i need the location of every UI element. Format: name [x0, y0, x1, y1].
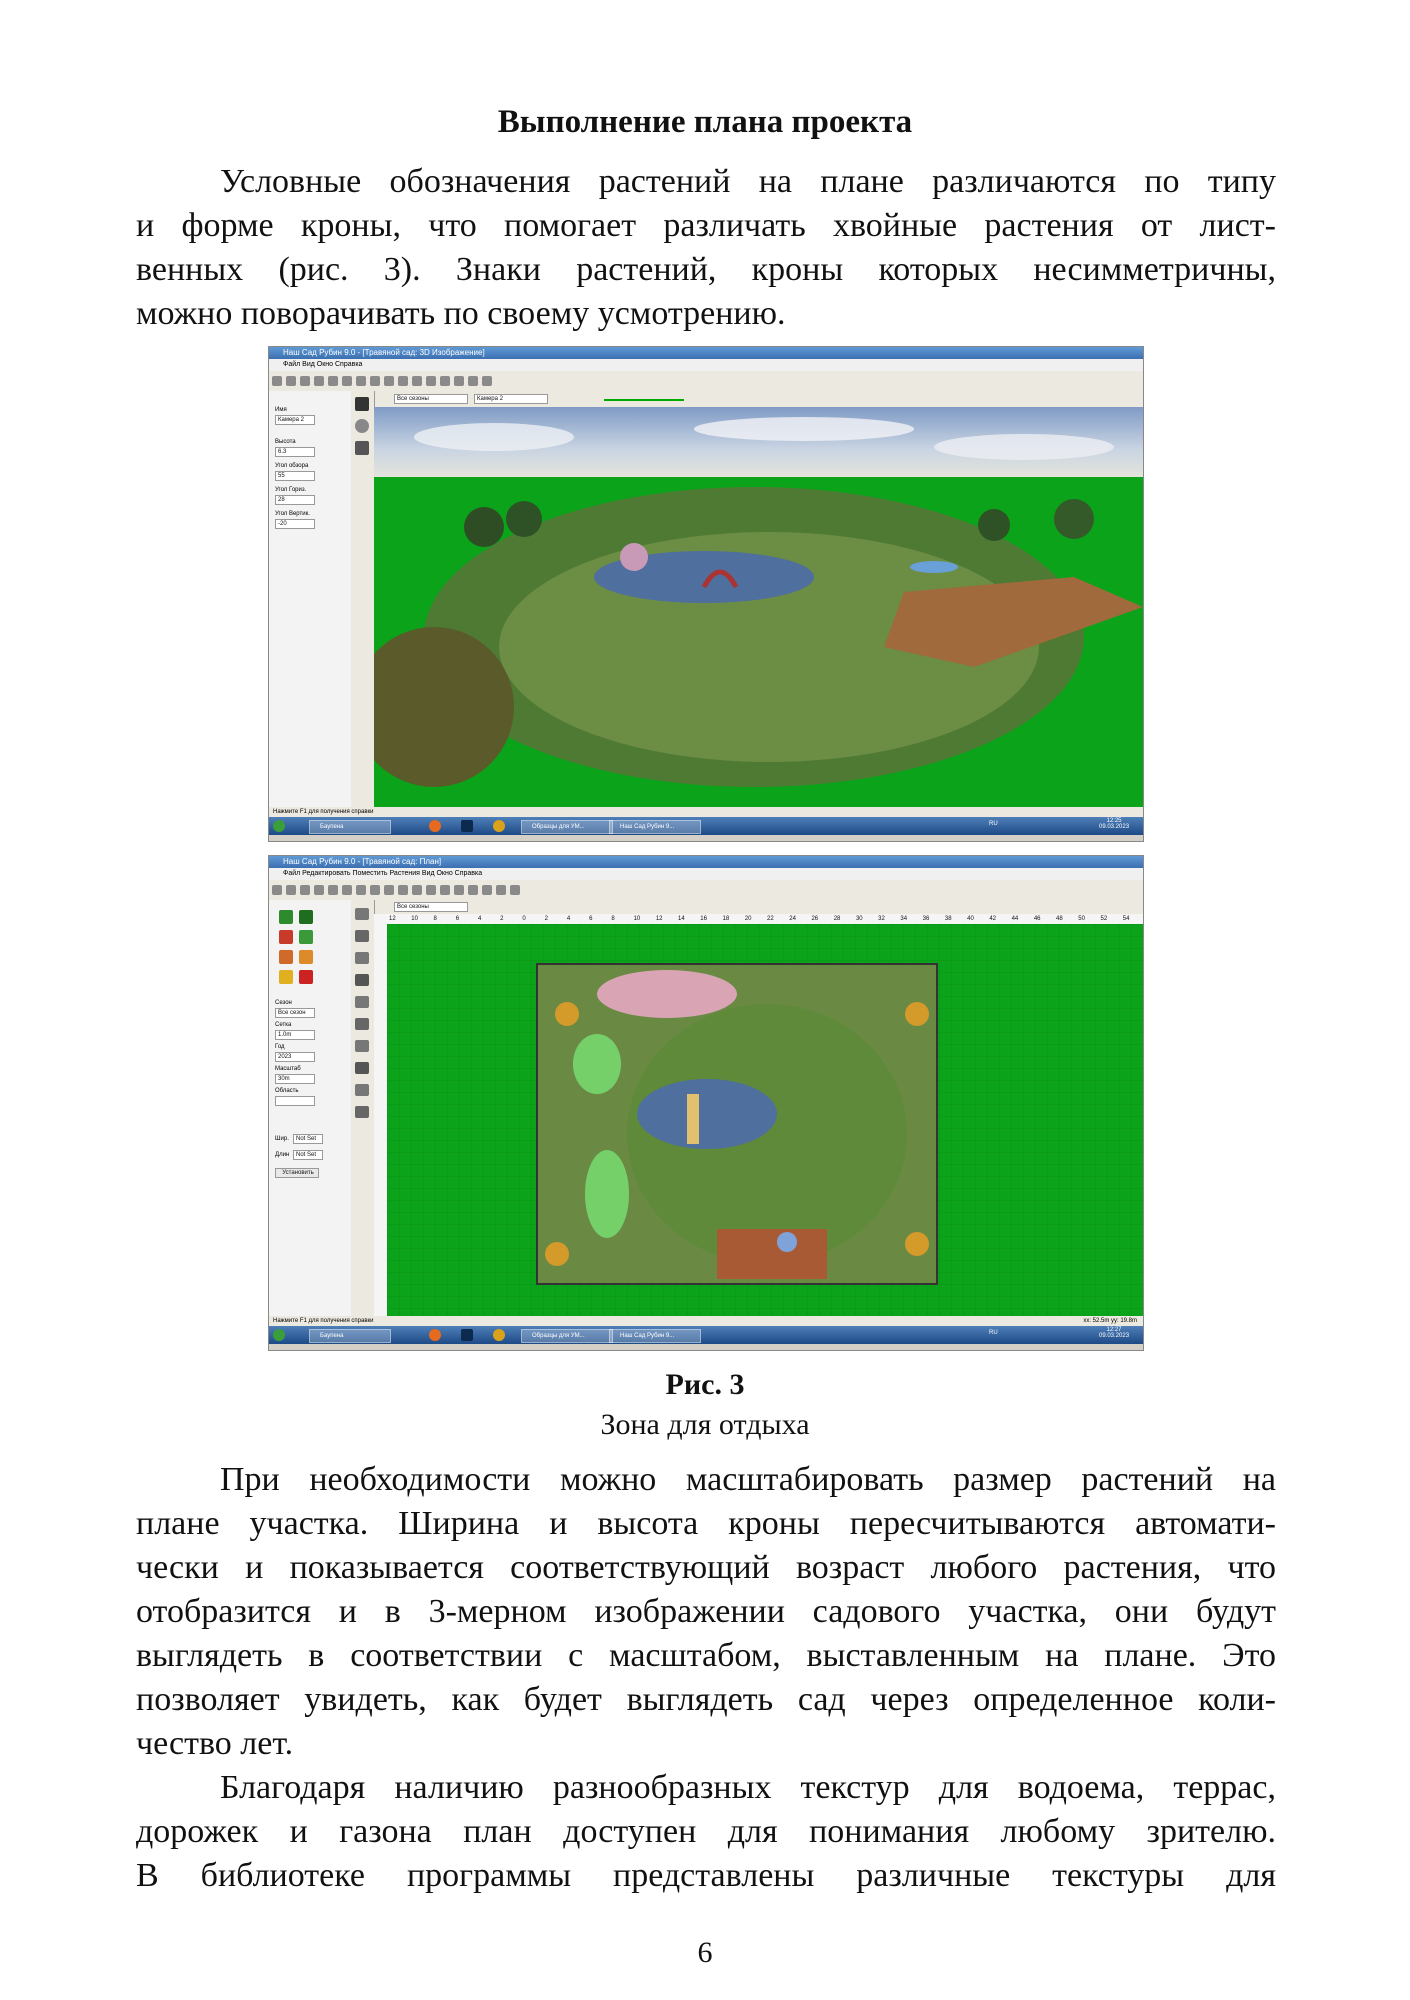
chrome-icon[interactable] — [493, 1329, 505, 1341]
ruler-tick-label: 54 — [1122, 916, 1130, 922]
plan-canvas[interactable] — [387, 924, 1143, 1316]
toolbar — [269, 880, 1143, 901]
ruler-tick-label: 22 — [767, 916, 774, 922]
photoshop-icon[interactable] — [461, 820, 473, 832]
ruler-tick-label: 50 — [1078, 916, 1085, 922]
text-line: В библиотеке программы представлены различные текстуры для — [136, 1857, 1276, 1894]
camera-select[interactable]: Камера 2 — [474, 394, 548, 404]
ruler-tick-label: 20 — [744, 916, 752, 922]
shrub-group — [573, 1034, 621, 1094]
taskbar-item[interactable]: Наш Сад Рубин 9... — [609, 1329, 701, 1343]
tool-icon[interactable] — [355, 1062, 369, 1074]
ruler-tick-label: 4 — [477, 916, 482, 922]
label-year: Год — [275, 1044, 285, 1050]
year-field[interactable]: 2023 — [275, 1052, 315, 1062]
season-select[interactable]: Все сезоны — [394, 902, 468, 912]
menu-bar: Файл Редактировать Поместить Растения Вид Окно Справка — [269, 868, 1143, 880]
text-line: Благодаря наличию разнообразных текстур для водоема, террас, — [220, 1769, 1276, 1806]
tool-icon[interactable] — [355, 441, 369, 455]
ruler-tick-label: 16 — [700, 916, 707, 922]
tree — [1054, 499, 1094, 539]
slider-track[interactable] — [604, 399, 684, 401]
name-field[interactable]: Камера 2 — [275, 415, 315, 425]
taskbar-item[interactable]: Образцы для УМ... — [521, 1329, 613, 1343]
gear-icon[interactable] — [355, 419, 369, 433]
taskbar-item[interactable]: Баупена — [309, 1329, 391, 1343]
section-heading: Выполнение плана проекта — [497, 104, 913, 140]
ruler-tick-label: 12 — [655, 916, 663, 922]
ruler-tick-label: 34 — [900, 916, 908, 922]
page-number: 6 — [697, 1936, 713, 1969]
label-angle: Угол обзора — [275, 463, 309, 469]
tree-symbol — [905, 1002, 929, 1026]
ruler-tick-label: 42 — [989, 916, 997, 922]
ruler-tick-label: 6 — [589, 916, 593, 922]
text-line: отобразится и в 3-мерном изображении садового участка, они будут — [136, 1593, 1276, 1630]
shrub-icon[interactable] — [279, 930, 293, 944]
ruler-tick-label: 8 — [611, 916, 615, 922]
text-line: При необходимости можно масштабировать размер растений на — [220, 1461, 1276, 1498]
taskbar — [269, 817, 1143, 835]
ruler-tick-label: 38 — [944, 916, 952, 922]
text-line: венных (рис. 3). Знаки растений, кроны которых несимметричны, — [136, 251, 1276, 288]
label-vertical-angle: Угол Вертик. — [275, 511, 310, 517]
width-field[interactable]: Not Set — [293, 1134, 323, 1144]
clock — [1099, 1327, 1129, 1339]
bridge — [687, 1094, 699, 1144]
text-line: можно поворачивать по своему усмотрению. — [136, 295, 786, 332]
taskbar-item[interactable]: Баупена — [309, 820, 391, 834]
ruler-tick-label: 30 — [855, 916, 863, 922]
angle-field[interactable]: 55 — [275, 471, 315, 481]
paragraph-scaling — [136, 1458, 1276, 1766]
3d-garden-view[interactable] — [374, 407, 1143, 807]
cloud — [934, 434, 1114, 460]
coordinate-readout: xx: 52.5m yy: 19.8m — [1083, 1318, 1137, 1324]
ruler-tick-label: 2 — [544, 916, 548, 922]
shrub-group — [585, 1150, 629, 1238]
ruler-tick-label: 4 — [566, 916, 571, 922]
tree-icon[interactable] — [279, 910, 293, 924]
status-bar — [269, 1316, 1143, 1326]
start-icon[interactable] — [273, 820, 285, 832]
horizontal-angle-field[interactable]: 28 — [275, 495, 315, 505]
tool-icon[interactable] — [355, 930, 369, 942]
scale-field[interactable]: 30m — [275, 1074, 315, 1084]
label-name: Имя — [275, 407, 287, 413]
label-horizontal-angle: Угол Гориз. — [275, 487, 307, 493]
tool-icon[interactable] — [355, 908, 369, 920]
text-line: и форме кроны, что помогает различать хвойные растения от лист- — [136, 207, 1276, 244]
toolbar — [269, 371, 1143, 392]
figure-plan-screenshot — [268, 855, 1144, 1351]
ruler-tick-label: 14 — [678, 916, 685, 922]
conifer-icon[interactable] — [299, 910, 313, 924]
tool-icon[interactable] — [355, 1040, 369, 1052]
cloud — [694, 417, 914, 441]
vertical-angle-field[interactable]: -20 — [275, 519, 315, 529]
firefox-icon[interactable] — [429, 820, 441, 832]
clock-time: 12:27 — [1106, 1327, 1122, 1333]
season-select[interactable]: Все сезоны — [394, 394, 468, 404]
text-line: чество лет. — [136, 1725, 294, 1762]
apply-button[interactable]: Установить — [275, 1168, 319, 1178]
text-line: дорожек и газона план доступен для понимания любому зрителю. — [136, 1813, 1276, 1850]
grid-field[interactable]: 1.0m — [275, 1030, 315, 1040]
table-icon — [777, 1232, 797, 1252]
area-field[interactable] — [275, 1096, 315, 1106]
ruler-tick-label: 18 — [722, 916, 730, 922]
tool-icon[interactable] — [355, 996, 369, 1008]
tool-icon[interactable] — [355, 974, 369, 986]
tree-symbol — [905, 1232, 929, 1256]
label-area: Область — [275, 1088, 299, 1094]
view-toolbar — [374, 391, 1143, 408]
ruler-tick-label: 28 — [833, 916, 841, 922]
clock — [1099, 818, 1129, 830]
flower-bed — [597, 970, 737, 1018]
photoshop-icon[interactable] — [461, 1329, 473, 1341]
camera-icon[interactable] — [355, 397, 369, 411]
label-grid: Сетка — [275, 1022, 292, 1028]
tree — [506, 501, 542, 537]
tree — [978, 509, 1010, 541]
plant-icon[interactable] — [299, 930, 313, 944]
bulb-icon[interactable] — [279, 970, 293, 984]
firefox-icon[interactable] — [429, 1329, 441, 1341]
ruler-tick-label: 2 — [500, 916, 504, 922]
tool-icon[interactable] — [355, 1018, 369, 1030]
status-bar: Нажмите F1 для получения справки — [269, 807, 1143, 817]
taskbar-item[interactable]: Образцы для УМ... — [521, 820, 613, 834]
paragraph-intro — [136, 160, 1276, 336]
patio — [717, 1229, 827, 1279]
flowering-shrub — [620, 543, 648, 571]
flower-icon[interactable] — [279, 950, 293, 964]
ruler-tick-label: 32 — [878, 916, 885, 922]
ruler-tick-label: 10 — [411, 916, 418, 922]
perennial-icon[interactable] — [299, 950, 313, 964]
text-line: Условные обозначения растений на плане различаются по типу — [220, 163, 1276, 200]
tool-icon[interactable] — [355, 1106, 369, 1118]
ruler-tick-label: 36 — [922, 916, 930, 922]
text-line: выглядеть в соответствии с масштабом, выставленным на плане. Это — [136, 1637, 1276, 1674]
figure-3d-screenshot — [268, 346, 1144, 842]
figure-caption-title: Рис. 3 — [665, 1368, 745, 1401]
label-season: Сезон — [275, 1000, 292, 1006]
tree — [464, 507, 504, 547]
plan-tools — [351, 900, 375, 1316]
season-field[interactable]: Все сезон — [275, 1008, 315, 1018]
pond — [637, 1079, 777, 1149]
ruler-tick-label: 44 — [1011, 916, 1019, 922]
plan-toolbar — [374, 900, 1143, 914]
tool-icon[interactable] — [355, 952, 369, 964]
ruler-tick-label: 40 — [967, 916, 974, 922]
label-scale: Масштаб — [275, 1066, 301, 1072]
text-line: позволяет увидеть, как будет выглядеть сад через определенное коли- — [136, 1681, 1276, 1718]
height-field[interactable]: 6.3 — [275, 447, 315, 457]
clock-date: 09.03.2023 — [1099, 1333, 1130, 1339]
camera-tools — [351, 391, 375, 807]
rose-icon[interactable] — [299, 970, 313, 984]
taskbar — [269, 1326, 1143, 1344]
tree-symbol — [545, 1242, 569, 1266]
cloud — [414, 423, 574, 451]
window-title: Наш Сад Рубин 9.0 - [Травяной сад: 3D Изображение] — [269, 347, 1143, 359]
text-line: плане участка. Ширина и высота кроны пересчитываются автомати- — [136, 1505, 1276, 1542]
parasol — [910, 561, 958, 573]
vertical-ruler — [374, 914, 387, 1316]
label-length: Длин — [275, 1152, 290, 1158]
menu-bar: Файл Вид Окно Справка — [269, 359, 1143, 371]
ruler-tick-label: 8 — [433, 916, 437, 922]
figure-caption-subtitle: Зона для отдыха — [600, 1408, 810, 1441]
start-icon[interactable] — [273, 1329, 285, 1341]
text-line: чески и показывается соответствующий возраст любого растения, что — [136, 1549, 1276, 1586]
ruler-tick-label: 12 — [389, 916, 396, 922]
clock-date: 09.03.2023 — [1099, 824, 1130, 830]
plan-panel — [269, 900, 352, 1316]
horizontal-ruler — [387, 914, 1143, 924]
chrome-icon[interactable] — [493, 820, 505, 832]
status-text: Нажмите F1 для получения справки — [273, 1318, 374, 1324]
clock-time: 12:25 — [1106, 818, 1122, 824]
ruler-tick-label: 6 — [455, 916, 460, 922]
tree-symbol — [555, 1002, 579, 1026]
camera-panel — [269, 391, 352, 807]
ruler-tick-label: 24 — [789, 916, 796, 922]
ruler-tick-label: 10 — [633, 916, 641, 922]
language-indicator[interactable]: RU — [989, 821, 998, 827]
taskbar-item[interactable]: Наш Сад Рубин 9... — [609, 820, 701, 834]
tool-icon[interactable] — [355, 1084, 369, 1096]
ruler-tick-label: 52 — [1100, 916, 1108, 922]
language-indicator[interactable]: RU — [989, 1330, 998, 1336]
ruler-tick-label: 46 — [1033, 916, 1041, 922]
label-height: Высота — [275, 439, 296, 445]
length-field[interactable]: Not Set — [293, 1150, 323, 1160]
window-title: Наш Сад Рубин 9.0 - [Травяной сад: План] — [269, 856, 1143, 868]
label-width: Шир. — [275, 1136, 289, 1142]
ruler-tick-label: 48 — [1056, 916, 1063, 922]
ruler-tick-label: 0 — [522, 916, 526, 922]
ruler-tick-label: 26 — [811, 916, 819, 922]
paragraph-textures — [136, 1766, 1276, 1898]
